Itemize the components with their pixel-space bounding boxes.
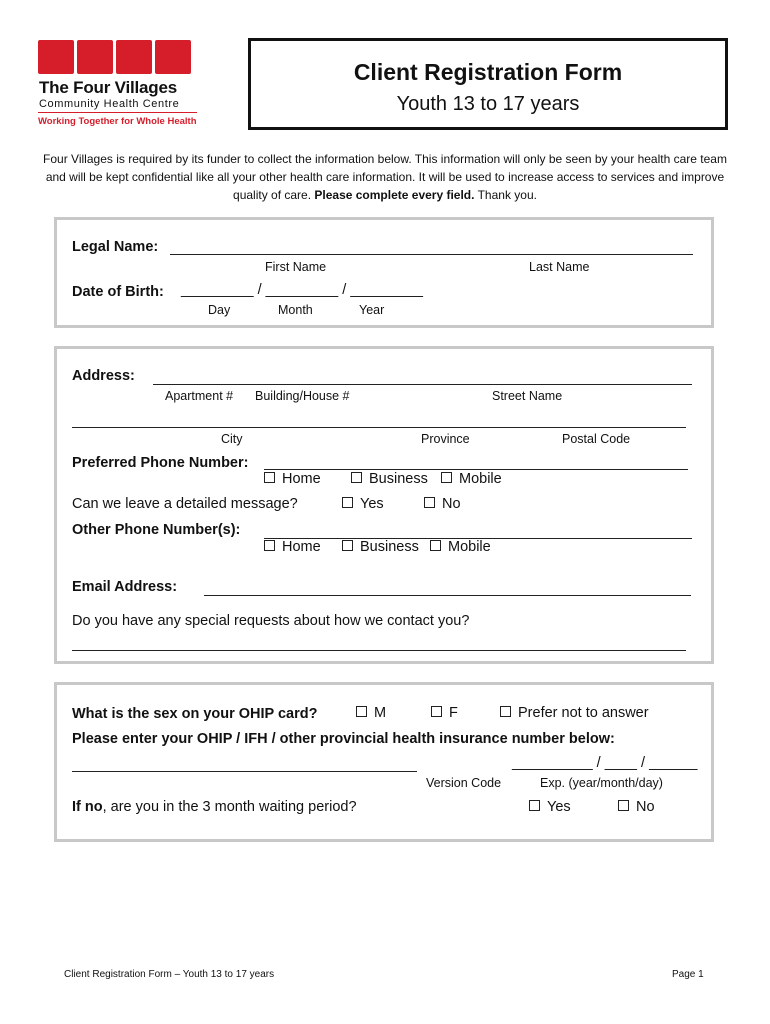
- checkbox[interactable]: [264, 540, 275, 551]
- ohip-number-input[interactable]: [72, 771, 417, 772]
- checkbox[interactable]: [342, 497, 353, 508]
- section-legal-name: [54, 217, 714, 328]
- apartment-caption: Apartment #: [165, 389, 234, 403]
- intro-bold: Please complete every field.: [314, 188, 475, 202]
- checkbox[interactable]: [351, 472, 362, 483]
- heart-icon: [116, 40, 152, 74]
- checkbox[interactable]: [264, 472, 275, 483]
- day-caption: Day: [208, 303, 231, 317]
- checkbox[interactable]: [431, 706, 442, 717]
- preferred-home-option[interactable]: Home: [264, 471, 321, 487]
- dob-label: Date of Birth:: [72, 284, 164, 300]
- expiry-input[interactable]: __________ / ____ / ______: [512, 755, 698, 771]
- sex-m-option[interactable]: M: [356, 705, 386, 721]
- section-health-card: [54, 682, 714, 842]
- address-line-1[interactable]: [153, 384, 692, 385]
- email-input[interactable]: [204, 595, 691, 596]
- address-line-2[interactable]: [72, 427, 686, 428]
- street-caption: Street Name: [492, 389, 563, 403]
- last-name-caption: Last Name: [529, 260, 590, 274]
- postal-caption: Postal Code: [562, 432, 631, 446]
- checkbox[interactable]: [424, 497, 435, 508]
- checkbox[interactable]: [618, 800, 629, 811]
- city-caption: City: [221, 432, 243, 446]
- page-title: Client Registration Form: [353, 59, 623, 85]
- legal-name-input[interactable]: [170, 254, 693, 255]
- logo: [38, 40, 197, 132]
- version-code-caption: Version Code: [426, 776, 502, 790]
- intro-text: Four Villages is required by its funder to collect the information below. This information will only be seen by your health care team and will be kept confidential like all your other health care information. It will be used to increase access to services and improve quality of care. Please complete every field. Thank you.: [43, 152, 727, 202]
- waiting-period-question: If no, are you in the 3 month waiting period?: [72, 799, 357, 815]
- expiry-caption: Exp. (year/month/day): [540, 776, 663, 790]
- ohip-prompt: Please enter your OHIP / IFH / other provincial health insurance number below:: [72, 731, 615, 747]
- legal-name-label: Legal Name:: [72, 239, 159, 255]
- preferred-phone-label: Preferred Phone Number:: [72, 455, 249, 471]
- other-mobile-option[interactable]: Mobile: [430, 539, 491, 555]
- checkbox[interactable]: [500, 706, 511, 717]
- other-home-option[interactable]: Home: [264, 539, 321, 555]
- family-icon: [38, 40, 74, 74]
- preferred-phone-input[interactable]: [264, 469, 688, 470]
- checkbox[interactable]: [529, 800, 540, 811]
- dob-input[interactable]: _________ / _________ / _________: [181, 282, 423, 298]
- preferred-business-option[interactable]: Business: [351, 471, 428, 487]
- address-label: Address:: [72, 368, 135, 384]
- sex-prefer-not-option[interactable]: Prefer not to answer: [500, 705, 649, 721]
- checkbox[interactable]: [342, 540, 353, 551]
- preferred-mobile-option[interactable]: Mobile: [441, 471, 502, 487]
- logo-name: The Four Villages: [39, 78, 177, 97]
- email-label: Email Address:: [72, 579, 178, 595]
- sex-f-option[interactable]: F: [431, 705, 458, 721]
- message-yes-option[interactable]: Yes: [342, 496, 384, 512]
- checkbox[interactable]: [430, 540, 441, 551]
- waiting-no-option[interactable]: No: [618, 799, 655, 815]
- other-business-option[interactable]: Business: [342, 539, 419, 555]
- month-caption: Month: [278, 303, 313, 317]
- checkbox[interactable]: [441, 472, 452, 483]
- sex-question: What is the sex on your OHIP card?: [72, 706, 318, 722]
- checkbox[interactable]: [356, 706, 367, 717]
- other-phone-label: Other Phone Number(s):: [72, 522, 241, 538]
- person-icon: [77, 40, 113, 74]
- hands-icon: [155, 40, 191, 74]
- waiting-yes-option[interactable]: Yes: [529, 799, 571, 815]
- province-caption: Province: [421, 432, 470, 446]
- special-requests-question: Do you have any special requests about how we contact you?: [72, 613, 470, 629]
- year-caption: Year: [359, 303, 385, 317]
- message-question: Can we leave a detailed message?: [72, 496, 298, 512]
- section-contact: [54, 346, 714, 664]
- special-requests-input[interactable]: [72, 650, 686, 651]
- page-subtitle: Youth 13 to 17 years: [396, 93, 580, 115]
- building-caption: Building/House #: [255, 389, 350, 403]
- footer-title: Client Registration Form – Youth 13 to 17 years: [64, 969, 275, 980]
- first-name-caption: First Name: [265, 260, 327, 274]
- logo-tagline: Working Together for Whole Health: [38, 112, 197, 127]
- title-box: [248, 38, 728, 130]
- message-no-option[interactable]: No: [424, 496, 461, 512]
- page-number: Page 1: [672, 969, 704, 980]
- logo-subtitle: Community Health Centre: [39, 98, 180, 110]
- logo-icons: [38, 40, 190, 76]
